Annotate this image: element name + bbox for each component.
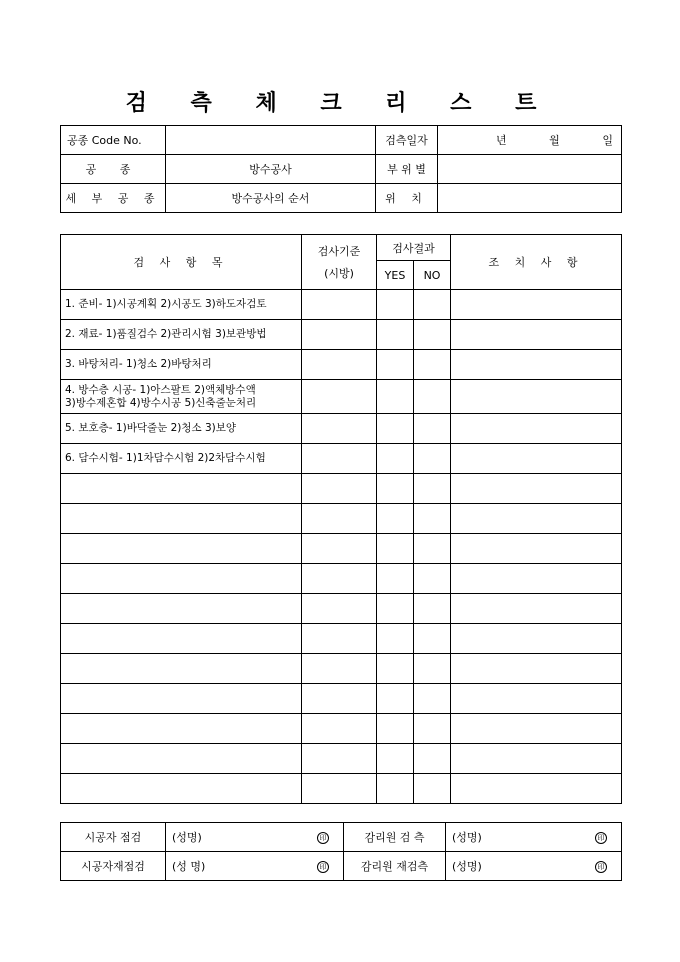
standard-cell[interactable] [302,414,377,444]
column-header-item: 검 사 항 목 [61,235,302,290]
supervisor-inspection-label: 감리원 검 측 [344,823,446,852]
seal-icon: 印 [317,861,329,873]
yes-cell[interactable] [377,624,414,654]
yes-cell[interactable] [377,320,414,350]
action-cell[interactable] [451,350,622,380]
checklist-item-empty[interactable] [61,474,302,504]
supervisor-inspection-name-label: (성명) [452,831,482,844]
checklist-item-empty[interactable] [61,504,302,534]
standard-cell[interactable] [302,474,377,504]
table-row-empty [61,654,622,684]
inspection-date-field[interactable] [438,126,622,155]
table-row [61,444,622,474]
standard-cell[interactable] [302,380,377,414]
no-cell[interactable] [414,534,451,564]
yes-cell[interactable] [377,350,414,380]
table-row-empty [61,474,622,504]
yes-cell[interactable] [377,564,414,594]
header-row-code [61,126,622,155]
contractor-check-signature-field[interactable] [166,823,344,852]
no-cell[interactable] [414,594,451,624]
standard-cell[interactable] [302,774,377,804]
action-cell[interactable] [451,444,622,474]
contractor-recheck-signature-field[interactable] [166,852,344,881]
standard-label-line2: (시방) [324,267,354,280]
seal-icon: 印 [595,832,607,844]
header-info-table [60,125,622,213]
work-type-value[interactable]: 방수공사 [166,155,376,184]
code-value-field[interactable] [166,126,376,155]
checklist-body [61,290,622,804]
checklist-item [61,414,302,444]
standard-cell[interactable] [302,534,377,564]
action-cell[interactable] [451,320,622,350]
checklist-item-empty[interactable] [61,534,302,564]
no-cell[interactable] [414,350,451,380]
no-cell[interactable] [414,444,451,474]
location-part-field[interactable] [438,155,622,184]
standard-cell[interactable] [302,290,377,320]
no-cell[interactable] [414,474,451,504]
header-row-detail-work [61,184,622,213]
yes-cell[interactable] [377,714,414,744]
action-cell[interactable] [451,624,622,654]
checklist-item-empty[interactable] [61,564,302,594]
seal-icon: 印 [595,861,607,873]
checklist-item-empty[interactable] [61,714,302,744]
no-cell[interactable] [414,504,451,534]
inspection-checklist-table [60,234,622,804]
action-cell[interactable] [451,744,622,774]
checklist-item-text: 5. 보호층- 1)바닥줄눈 2)청소 3)보양 [65,422,237,434]
no-cell[interactable] [414,290,451,320]
standard-cell[interactable] [302,504,377,534]
checklist-item-empty[interactable] [61,594,302,624]
standard-cell[interactable] [302,594,377,624]
inspection-date-label: 검측일자 [376,126,438,155]
standard-label-line1: 검사기준 [317,245,361,258]
checklist-item [61,350,302,380]
no-cell[interactable] [414,624,451,654]
no-cell[interactable] [414,744,451,774]
supervisor-reinspection-label: 감리원 재검측 [344,852,446,881]
standard-cell[interactable] [302,624,377,654]
table-row [61,290,622,320]
table-row [61,350,622,380]
yes-cell[interactable] [377,474,414,504]
yes-cell[interactable] [377,290,414,320]
work-type-label: 공 종 [61,155,166,184]
action-cell[interactable] [451,714,622,744]
no-cell[interactable] [414,564,451,594]
checklist-item-text-line2: 3)방수제혼합 4)방수시공 5)신축줄눈처리 [65,396,257,409]
table-row-empty [61,714,622,744]
signature-row-2 [61,852,622,881]
checklist-item-text: 4. 방수층 시공- 1)아스팔트 2)액체방수액 [65,383,256,396]
standard-cell[interactable] [302,444,377,474]
action-cell[interactable] [451,564,622,594]
detail-work-value[interactable]: 방수공사의 순서 [166,184,376,213]
checklist-item-empty[interactable] [61,624,302,654]
action-cell[interactable] [451,414,622,444]
signature-row-1 [61,823,622,852]
signature-table [60,822,622,881]
checklist-item [61,320,302,350]
standard-cell[interactable] [302,684,377,714]
contractor-recheck-name-label: (성 명) [172,860,206,873]
standard-cell[interactable] [302,564,377,594]
standard-cell[interactable] [302,744,377,774]
yes-cell[interactable] [377,654,414,684]
no-cell[interactable] [414,320,451,350]
table-row [61,320,622,350]
column-header-no: NO [414,261,451,290]
table-row-empty [61,684,622,714]
checklist-header-row [61,235,622,261]
yes-cell[interactable] [377,380,414,414]
checklist-item-empty[interactable] [61,744,302,774]
checklist-item-text: 3. 바탕처리- 1)청소 2)바탕처리 [65,358,212,370]
table-row-empty [61,744,622,774]
action-cell[interactable] [451,654,622,684]
standard-cell[interactable] [302,320,377,350]
no-cell[interactable] [414,774,451,804]
yes-cell[interactable] [377,774,414,804]
supervisor-reinspection-name-label: (성명) [452,860,482,873]
no-cell[interactable] [414,714,451,744]
action-cell[interactable] [451,534,622,564]
action-cell[interactable] [451,594,622,624]
date-year-label: 년 [496,134,507,147]
table-row [61,414,622,444]
action-cell[interactable] [451,504,622,534]
page-title: 검 측 체 크 리 스 트 [125,90,555,116]
checklist-item [61,444,302,474]
header-row-work-type [61,155,622,184]
checklist-item-empty[interactable] [61,684,302,714]
yes-cell[interactable] [377,414,414,444]
table-row-empty [61,504,622,534]
table-row-empty [61,564,622,594]
checklist-item-empty[interactable] [61,654,302,684]
yes-cell[interactable] [377,684,414,714]
checklist-item-empty[interactable] [61,774,302,804]
table-row [61,380,622,414]
yes-cell[interactable] [377,504,414,534]
contractor-check-name-label: (성명) [172,831,202,844]
column-header-result: 검사결과 [377,235,451,261]
yes-cell[interactable] [377,444,414,474]
checklist-item-text: 2. 재료- 1)품질검수 2)관리시험 3)보관방법 [65,328,267,340]
yes-cell[interactable] [377,534,414,564]
action-cell[interactable] [451,290,622,320]
date-day-label: 일 [602,134,613,147]
date-month-label: 월 [549,134,560,147]
table-row-empty [61,594,622,624]
standard-cell[interactable] [302,350,377,380]
detail-work-label: 세 부 공 종 [61,184,166,213]
action-cell[interactable] [451,774,622,804]
action-cell[interactable] [451,474,622,504]
column-header-action: 조 치 사 항 [451,235,622,290]
checklist-item-text: 1. 준비- 1)시공계획 2)시공도 3)하도자검토 [65,298,267,310]
table-row-empty [61,624,622,654]
checklist-item [61,380,302,414]
no-cell[interactable] [414,414,451,444]
action-cell[interactable] [451,380,622,414]
column-header-standard [302,235,377,290]
no-cell[interactable] [414,380,451,414]
column-header-yes: YES [377,261,414,290]
checklist-item-text: 6. 담수시험- 1)1차담수시험 2)2차담수시험 [65,452,266,464]
standard-cell[interactable] [302,714,377,744]
location-part-label: 부 위 별 [376,155,438,184]
yes-cell[interactable] [377,594,414,624]
contractor-recheck-label: 시공자재점검 [61,852,166,881]
position-field[interactable] [438,184,622,213]
supervisor-inspection-signature-field[interactable] [446,823,622,852]
no-cell[interactable] [414,654,451,684]
code-label: 공종 Code No. [61,126,166,155]
checklist-item [61,290,302,320]
contractor-check-label: 시공자 점검 [61,823,166,852]
table-row-empty [61,534,622,564]
action-cell[interactable] [451,684,622,714]
supervisor-reinspection-signature-field[interactable] [446,852,622,881]
table-row-empty [61,774,622,804]
yes-cell[interactable] [377,744,414,774]
no-cell[interactable] [414,684,451,714]
seal-icon: 印 [317,832,329,844]
standard-cell[interactable] [302,654,377,684]
position-label: 위 치 [376,184,438,213]
